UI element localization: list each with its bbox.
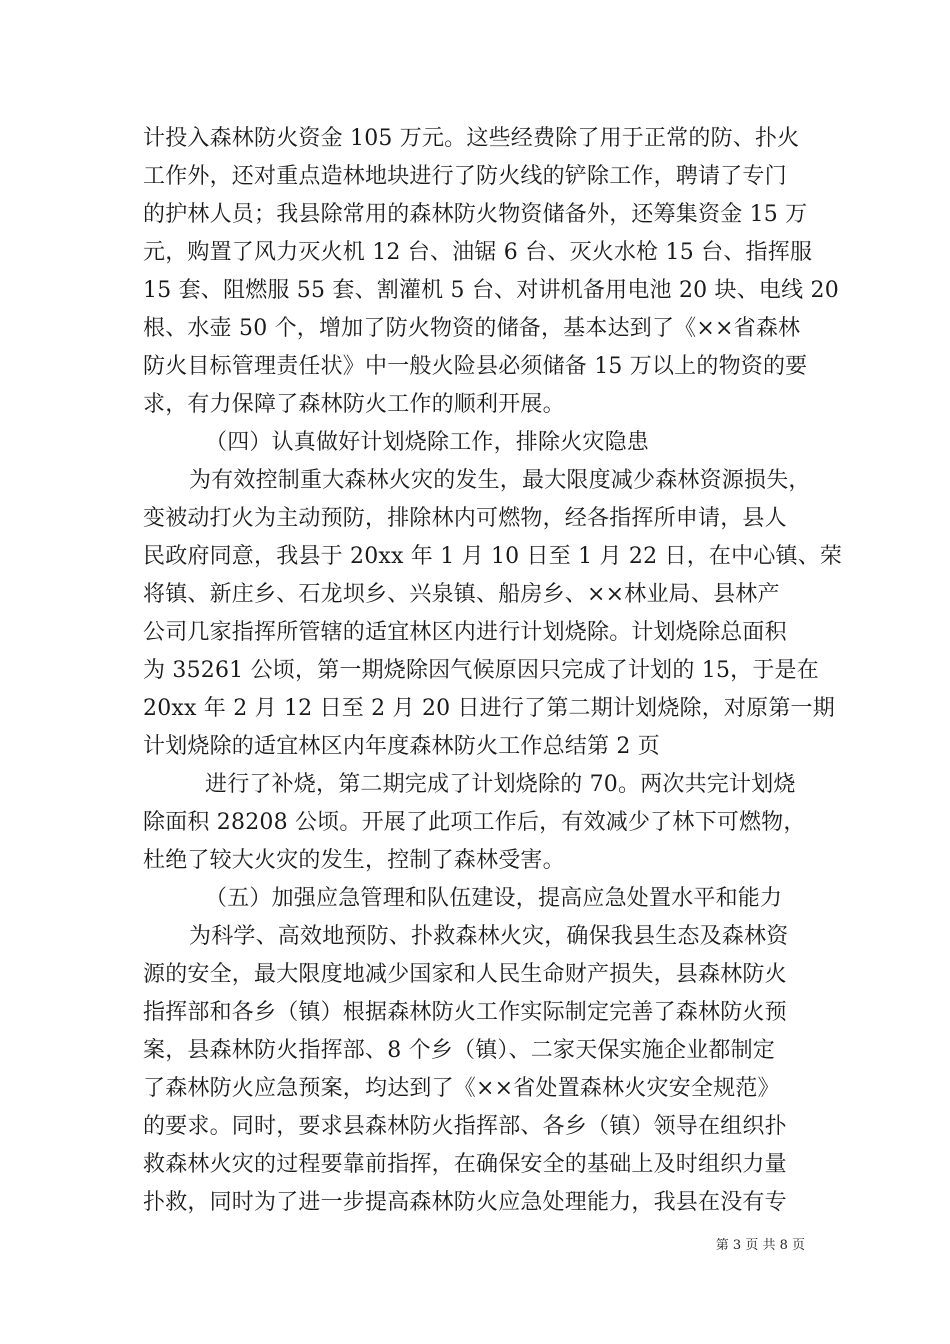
paragraph-start: 为科学、高效地预防、扑救森林火灾，确保我县生态及森林资 [189, 924, 789, 949]
paragraph-start: 为有效控制重大森林火灾的发生，最大限度减少森林资源损失， [189, 468, 811, 493]
text-line: 工作外，还对重点造林地块进行了防火线的铲除工作，聘请了专门 [143, 164, 787, 189]
text-line: 20xx 年 2 月 12 日至 2 月 20 日进行了第二期计划烧除，对原第一期 [143, 696, 835, 721]
text-line: 救森林火灾的过程要靠前指挥，在确保安全的基础上及时组织力量 [143, 1152, 787, 1177]
text-line: 公司几家指挥所管辖的适宜林区内进行计划烧除。计划烧除总面积 [143, 620, 787, 645]
text-line: 的护林人员；我县除常用的森林防火物资储备外，还筹集资金 15 万 [143, 202, 808, 227]
text-line: 变被动打火为主动预防，排除林内可燃物，经各指挥所申请，县人 [143, 506, 787, 531]
text-line: 求，有力保障了森林防火工作的顺利开展。 [143, 392, 565, 417]
text-line: 民政府同意，我县于 20xx 年 1 月 10 日至 1 月 22 日，在中心镇、荣 [143, 544, 843, 569]
text-line: 计投入森林防火资金 105 万元。这些经费除了用于正常的防、扑火 [143, 126, 800, 151]
text-line: 了森林防火应急预案，均达到了《××省处置森林火灾安全规范》 [143, 1076, 780, 1101]
section-heading-4: （四）认真做好计划烧除工作，排除火灾隐患 [205, 430, 650, 455]
text-line: 杜绝了较大火灾的发生，控制了森林受害。 [143, 848, 565, 873]
text-line: 将镇、新庄乡、石龙坝乡、兴泉镇、船房乡、××林业局、县林产 [143, 582, 780, 607]
text-line: 案，县森林防火指挥部、8 个乡（镇）、二家天保实施企业都制定 [143, 1038, 775, 1063]
text-line: 元，购置了风力灭火机 12 台、油锯 6 台、灭火水枪 15 台、指挥服 [143, 240, 813, 265]
text-line: 15 套、阻燃服 55 套、割灌机 5 台、对讲机备用电池 20 块、电线 20 [143, 278, 839, 303]
text-line: 的要求。同时，要求县森林防火指挥部、各乡（镇）领导在组织扑 [143, 1114, 787, 1139]
section-heading-5: （五）加强应急管理和队伍建设，提高应急处置水平和能力 [205, 886, 783, 911]
text-line: 扑救，同时为了进一步提高森林防火应急处理能力，我县在没有专 [143, 1190, 787, 1215]
text-line: 指挥部和各乡（镇）根据森林防火工作实际制定完善了森林防火预 [143, 1000, 787, 1025]
page-number-footer: 第 3 页 共 8 页 [715, 1238, 805, 1253]
text-line: 防火目标管理责任状》中一般火险县必须储备 15 万以上的物资的要 [143, 354, 808, 379]
text-line: 除面积 28208 公顷。开展了此项工作后，有效减少了林下可燃物， [143, 810, 806, 835]
text-line: 根、水壶 50 个，增加了防火物资的储备，基本达到了《××省森林 [143, 316, 801, 341]
paragraph-start: 进行了补烧，第二期完成了计划烧除的 70。两次共完计划烧 [205, 772, 796, 797]
text-line: 计划烧除的适宜林区内年度森林防火工作总结第 2 页 [143, 734, 660, 759]
text-line: 为 35261 公顷，第一期烧除因气候原因只完成了计划的 15，于是在 [143, 658, 819, 683]
text-line: 源的安全，最大限度地减少国家和人民生命财产损失，县森林防火 [143, 962, 787, 987]
